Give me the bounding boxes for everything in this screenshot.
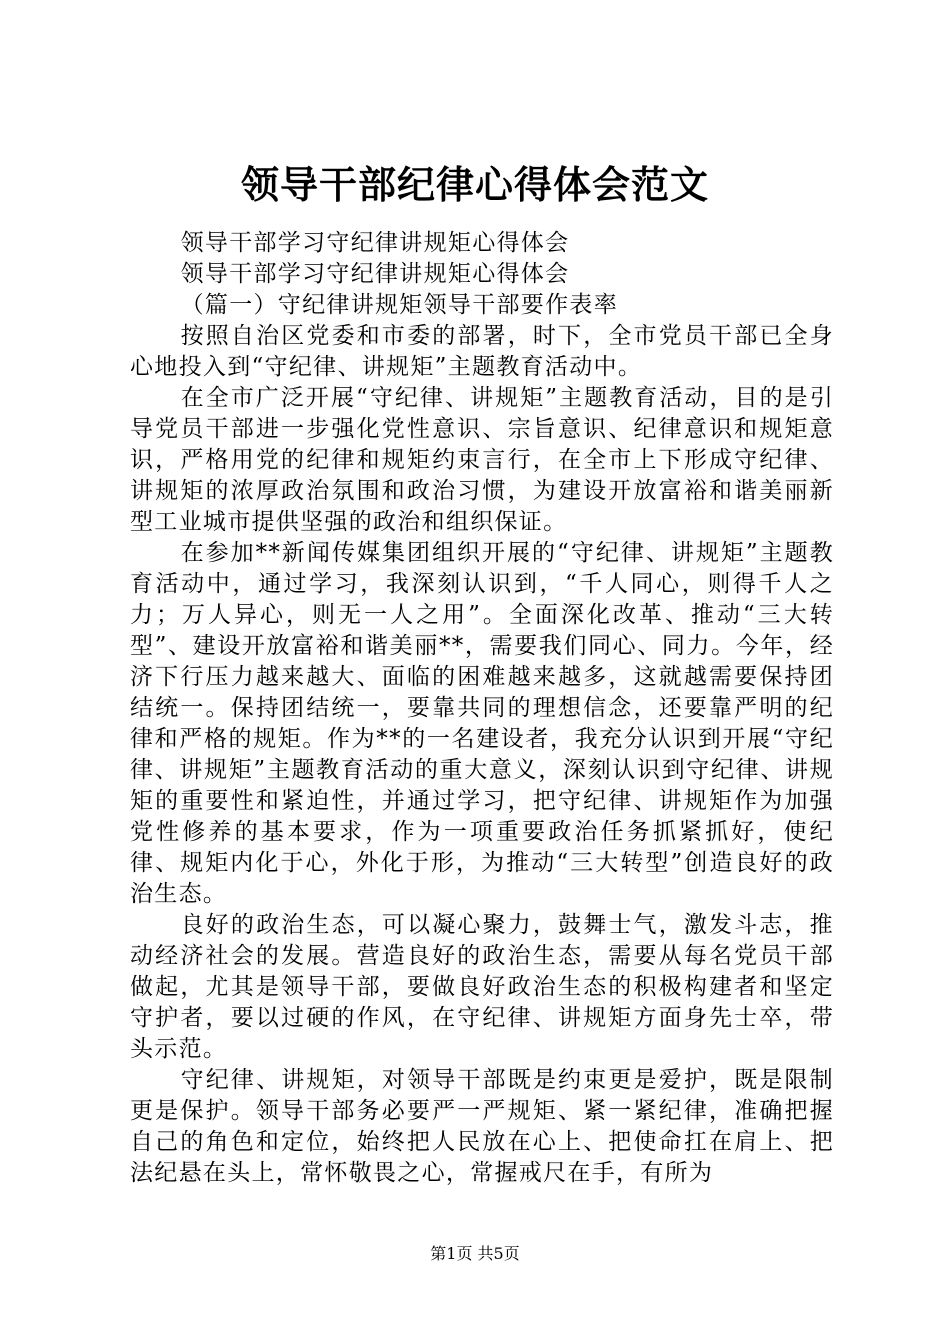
paragraph: 在全市广泛开展“守纪律、讲规矩”主题教育活动，目的是引导党员干部进一步强化党性意识、宗旨意识、纪律意识和规矩意识，严格用党的纪律和规矩约束言行，在全市上下形成守纪律、讲规矩的浓厚政治氛围和政治习惯，为建设开放富裕和谐美丽新型工业城市提供坚强的政治和组织保证。: [130, 385, 834, 535]
document-title: 领导干部纪律心得体会范文: [240, 162, 709, 207]
document-body: [130, 228, 834, 1189]
subtitle-2: 领导干部学习守纪律讲规矩心得体会: [180, 261, 570, 287]
section-heading: （篇一）守纪律讲规矩领导干部要作表率: [180, 292, 618, 318]
page-number: 第1页 共5页: [430, 1244, 520, 1263]
subtitle-1: 领导干部学习守纪律讲规矩心得体会: [180, 230, 570, 256]
paragraph: 在参加**新闻传媒集团组织开展的“守纪律、讲规矩”主题教育活动中，通过学习，我深刻认识到，“千人同心，则得千人之力；万人异心，则无一人之用”。全面深化改革、推动“三大转型”、建设开放富裕和谐美丽**，需要我们同心、同力。今年，经济下行压力越来越大、面临的困难越来越多，这就越需要保持团结统一。保持团结统一，要靠共同的理想信念，还要靠严明的纪律和严格的规矩。作为**的一名建设者，我充分认识到开展“守纪律、讲规矩”主题教育活动的重大意义，深刻认识到守纪律、讲规矩的重要性和紧迫性，并通过学习，把守纪律、讲规矩作为加强党性修养的基本要求，作为一项重要政治任务抓紧抓好，使纪律、规矩内化于心，外化于形，为推动“三大转型”创造良好的政治生态。: [130, 540, 834, 907]
paragraph: 守纪律、讲规矩，对领导干部既是约束更是爱护，既是限制更是保护。领导干部务必要严一严规矩、紧一紧纪律，准确把握自己的角色和定位，始终把人民放在心上、把使命扛在肩上、把法纪悬在头上，常怀敬畏之心，常握戒尺在手，有所为: [130, 1067, 834, 1186]
paragraph: 按照自治区党委和市委的部署，时下，全市党员干部已全身心地投入到“守纪律、讲规矩”主题教育活动中。: [130, 323, 834, 380]
paragraph: 良好的政治生态，可以凝心聚力，鼓舞士气，激发斗志，推动经济社会的发展。营造良好的政治生态，需要从每名党员干部做起，尤其是领导干部，要做良好政治生态的积极构建者和坚定守护者，要以过硬的作风，在守纪律、讲规矩方面身先士卒，带头示范。: [130, 912, 834, 1062]
